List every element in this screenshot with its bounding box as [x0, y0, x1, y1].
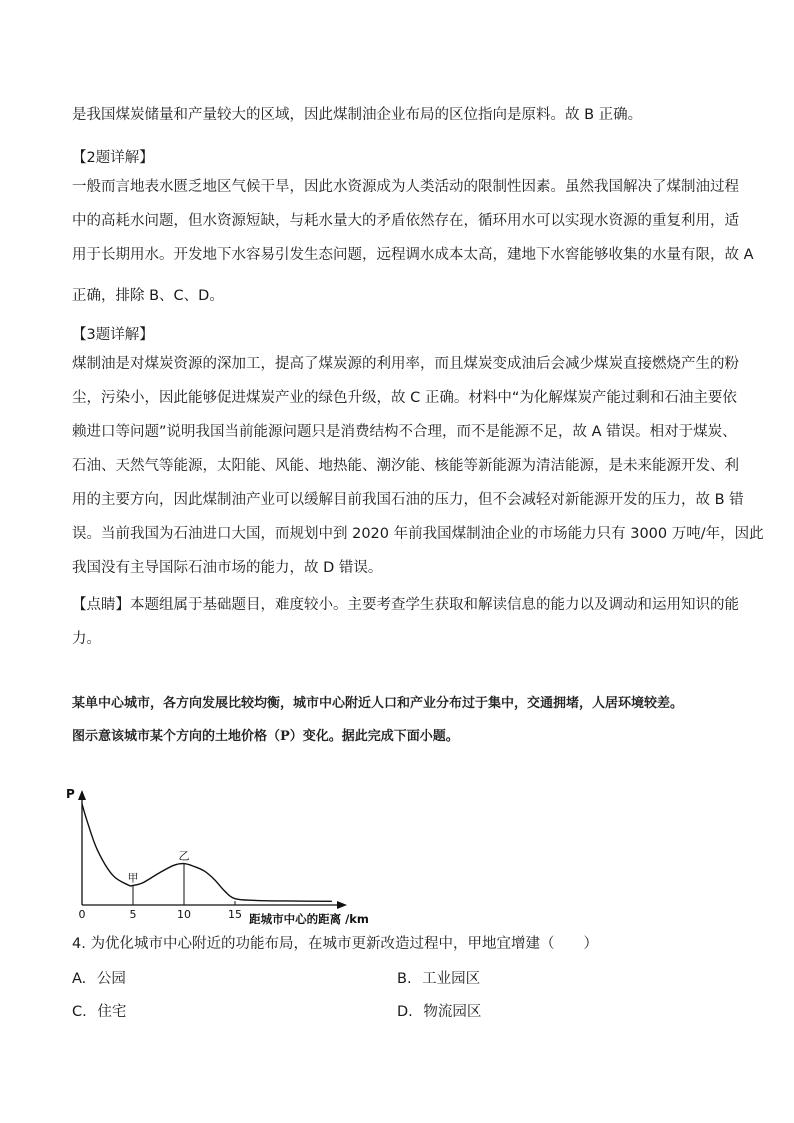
- paragraph-line: 用于长期用水。开发地下水容易引发生态问题，远程调水成本太高，建地下水窖能够收集的水量有限，故 A: [72, 247, 754, 263]
- x-axis-label: 距城市中心的距离 /km: [249, 912, 369, 926]
- paragraph-line: 正确，排除 B、C、D。: [72, 288, 224, 304]
- option-letter: A.: [72, 971, 87, 987]
- paragraph-line: 煤制油是对煤炭资源的深加工，提高了煤炭源的利用率，而且煤炭变成油后会减少煤炭直接燃烧产生的粉: [72, 356, 739, 372]
- y-axis-label: P: [66, 787, 75, 801]
- section-heading-q3: 【3题详解】: [72, 327, 154, 343]
- land-price-chart: [60, 780, 460, 930]
- option-letter: B.: [397, 971, 412, 987]
- paragraph-line: 误。当前我国为石油进口大国，而规划中到 2020 年前我国煤制油企业的市场能力只有 3000 万吨/年，因此: [72, 526, 764, 542]
- material-line: 某单中心城市，各方向发展比较均衡，城市中心附近人口和产业分布过于集中，交通拥堵，人居环境较差。: [72, 696, 684, 711]
- paragraph-line: 一般而言地表水匮乏地区气候干旱，因此水资源成为人类活动的限制性因素。虽然我国解决了煤制油过程: [72, 179, 739, 195]
- x-tick-label: 5: [129, 908, 137, 921]
- paragraph-line: 我国没有主导国际石油市场的能力，故 D 错误。: [72, 560, 383, 576]
- paragraph-line: 是我国煤炭储量和产量较大的区域，因此煤制油企业布局的区位指向是原料。故 B 正确。: [72, 107, 643, 123]
- x-tick-label: 0: [78, 908, 86, 921]
- review-text: 本题组属于基础题目，难度较小。主要考查学生获取和解读信息的能力以及调动和运用知识的能: [130, 597, 739, 613]
- option-a[interactable]: [72, 967, 126, 988]
- y-axis-arrow: [78, 790, 86, 800]
- paragraph-line: 用的主要方向，因此煤制油产业可以缓解目前我国石油的压力，但不会减轻对新能源开发的压力，故 B 错: [72, 492, 744, 508]
- paragraph-line: 赖进口等问题”说明我国当前能源问题只是消费结构不合理，而不是能源不足，故 A 错误。相对于煤炭、: [72, 424, 737, 440]
- option-c[interactable]: [72, 1000, 126, 1021]
- section-heading-q2: 【2题详解】: [72, 150, 154, 166]
- option-text: 公园: [96, 971, 126, 987]
- option-b[interactable]: [397, 967, 480, 988]
- x-axis-arrow: [337, 901, 347, 909]
- paragraph-line: 力。: [72, 631, 101, 647]
- paragraph-line: 尘，污染小，因此能够促进煤炭产业的绿色升级，故 C 正确。材料中“为化解煤炭产能过剩和石油主要依: [72, 390, 737, 406]
- review-heading: 【点睛】: [72, 597, 130, 613]
- question-stem: 4. 为优化城市中心附近的功能布局，在城市更新改造过程中，甲地宜增建（ ）: [72, 936, 598, 952]
- paragraph-line: 中的高耗水问题，但水资源短缺，与耗水量大的矛盾依然存在，循环用水可以实现水资源的重复利用，适: [72, 213, 739, 229]
- option-text: 住宅: [97, 1004, 127, 1020]
- option-text: 工业园区: [422, 971, 481, 987]
- annotation-label: 乙: [178, 849, 190, 863]
- option-letter: D.: [397, 1004, 413, 1020]
- material-line: 图示意该城市某个方向的土地价格（P）变化。据此完成下面小题。: [72, 729, 459, 744]
- paragraph-line: 石油、天然气等能源，太阳能、风能、地热能、潮汐能、核能等新能源为清洁能源，是未来能源开发、利: [72, 458, 739, 474]
- x-tick-label: 15: [228, 908, 242, 921]
- land-price-curve: [82, 804, 332, 902]
- annotation-label: 甲: [127, 871, 139, 885]
- review-line: [72, 595, 739, 615]
- option-d[interactable]: [397, 1000, 481, 1021]
- x-tick-label: 10: [177, 908, 191, 921]
- option-letter: C.: [72, 1004, 87, 1020]
- option-text: 物流园区: [423, 1004, 482, 1020]
